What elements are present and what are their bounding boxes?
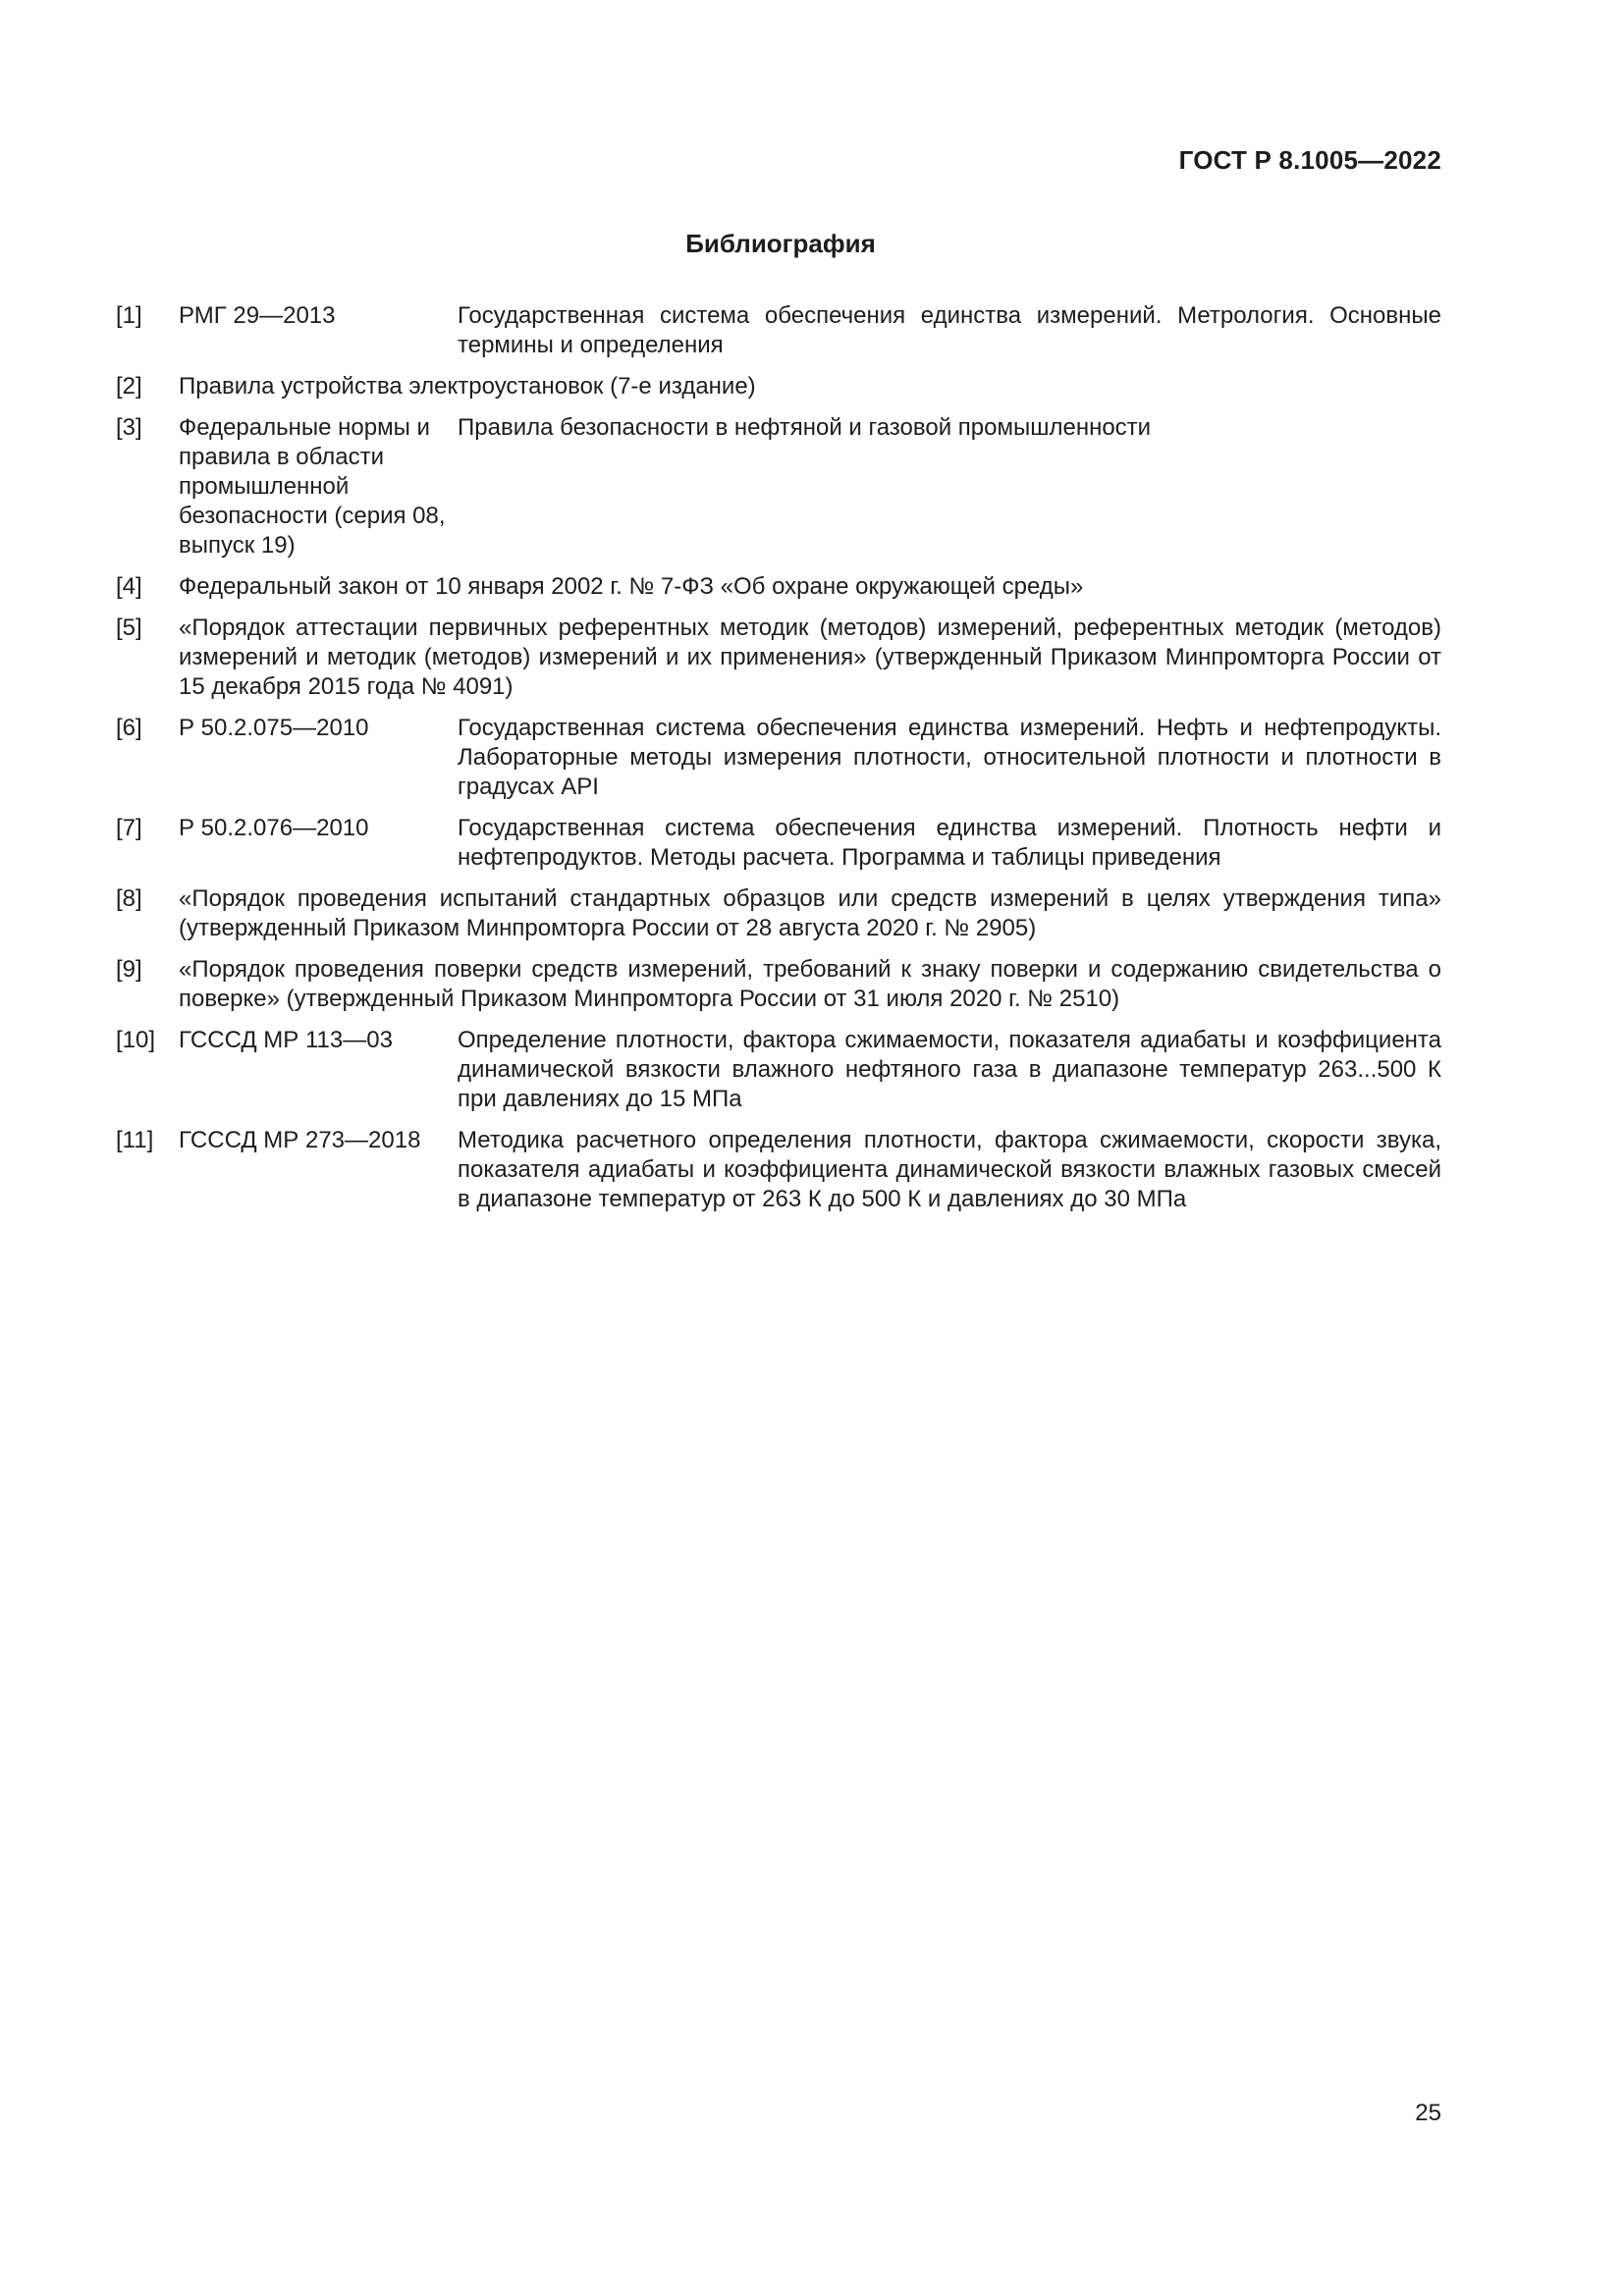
bibliography-list bbox=[116, 301, 1441, 1226]
entry-full-text: Федеральный закон от 10 января 2002 г. № 7-ФЗ «Об охране окружающей среды» bbox=[179, 573, 1084, 600]
bibliography-entry-8 bbox=[116, 884, 1441, 943]
entry-document-code: Р 50.2.075—2010 bbox=[179, 715, 369, 741]
bibliography-entry-3 bbox=[116, 413, 1441, 561]
entry-document-title: Государственная система обеспечения единства измерений. Метрология. Основные термины и определения bbox=[458, 302, 1441, 358]
bibliography-entry-10 bbox=[116, 1026, 1441, 1114]
entry-document-title: Правила безопасности в нефтяной и газовой промышленности bbox=[458, 414, 1152, 441]
entry-number: [11] bbox=[116, 1127, 154, 1153]
bibliography-entry-1 bbox=[116, 301, 1441, 360]
standard-code: ГОСТ Р 8.1005—2022 bbox=[1178, 145, 1441, 175]
entry-number: [4] bbox=[116, 573, 142, 600]
entry-document-code: РМГ 29—2013 bbox=[179, 302, 336, 329]
entry-number: [5] bbox=[116, 614, 142, 641]
entry-document-title: Методика расчетного определения плотности, фактора сжимаемости, скорости звука, показателя адиабаты и коэффициента динамической вязкости влажных газовых смесей в диапазоне температур от 263 К до 500 К и давлениях до 30 МПа bbox=[458, 1127, 1441, 1212]
entry-document-code: Федеральные нормы и правила в области промышленной безопасности (серия 08, выпуск 19) bbox=[179, 414, 446, 559]
entry-document-code: ГСССД МР 113—03 bbox=[179, 1027, 393, 1053]
entry-document-title: Государственная система обеспечения единства измерений. Нефть и нефтепродукты. Лабораторные методы измерения плотности, относительной плотности и плотности в градусах API bbox=[458, 715, 1441, 800]
entry-number: [6] bbox=[116, 715, 142, 741]
bibliography-entry-2 bbox=[116, 372, 1441, 401]
entry-number: [7] bbox=[116, 815, 142, 841]
bibliography-entry-9 bbox=[116, 955, 1441, 1014]
bibliography-entry-4 bbox=[116, 572, 1441, 602]
entry-document-code: ГСССД МР 273—2018 bbox=[179, 1127, 421, 1153]
entry-number: [10] bbox=[116, 1027, 156, 1053]
entry-number: [8] bbox=[116, 885, 142, 912]
section-title: Библиография bbox=[685, 229, 876, 258]
entry-full-text: «Порядок аттестации первичных референтных методик (методов) измерений, референтных методик (методов) измерений и методик (методов) измерений и их применения» (утвержденный Приказом Минпромторга России от 15 декабря 2015 года № 4091) bbox=[179, 614, 1441, 700]
entry-document-title: Определение плотности, фактора сжимаемости, показателя адиабаты и коэффициента динамической вязкости влажного нефтяного газа в диапазоне температур 263...500 К при давлениях до 15 МПа bbox=[458, 1027, 1441, 1112]
entry-document-code: Р 50.2.076—2010 bbox=[179, 815, 369, 841]
entry-full-text: «Порядок проведения испытаний стандартных образцов или средств измерений в целях утверждения типа» (утвержденный Приказом Минпромторга России от 28 августа 2020 г. № 2905) bbox=[179, 885, 1441, 941]
entry-number: [9] bbox=[116, 956, 142, 983]
entry-number: [2] bbox=[116, 373, 142, 400]
bibliography-entry-6 bbox=[116, 714, 1441, 802]
entry-full-text: «Порядок проведения поверки средств измерений, требований к знаку поверки и содержанию свидетельства о поверке» (утвержденный Приказом Минпромторга России от 31 июля 2020 г. № 2510) bbox=[179, 956, 1441, 1012]
bibliography-entry-11 bbox=[116, 1126, 1441, 1214]
page-number: 25 bbox=[1415, 2100, 1441, 2126]
entry-full-text: Правила устройства электроустановок (7-е издание) bbox=[179, 373, 756, 400]
entry-number: [1] bbox=[116, 302, 142, 329]
entry-document-title: Государственная система обеспечения единства измерений. Плотность нефти и нефтепродуктов. Методы расчета. Программа и таблицы приведения bbox=[458, 815, 1441, 871]
entry-number: [3] bbox=[116, 414, 142, 441]
bibliography-entry-5 bbox=[116, 614, 1441, 702]
bibliography-entry-7 bbox=[116, 814, 1441, 873]
